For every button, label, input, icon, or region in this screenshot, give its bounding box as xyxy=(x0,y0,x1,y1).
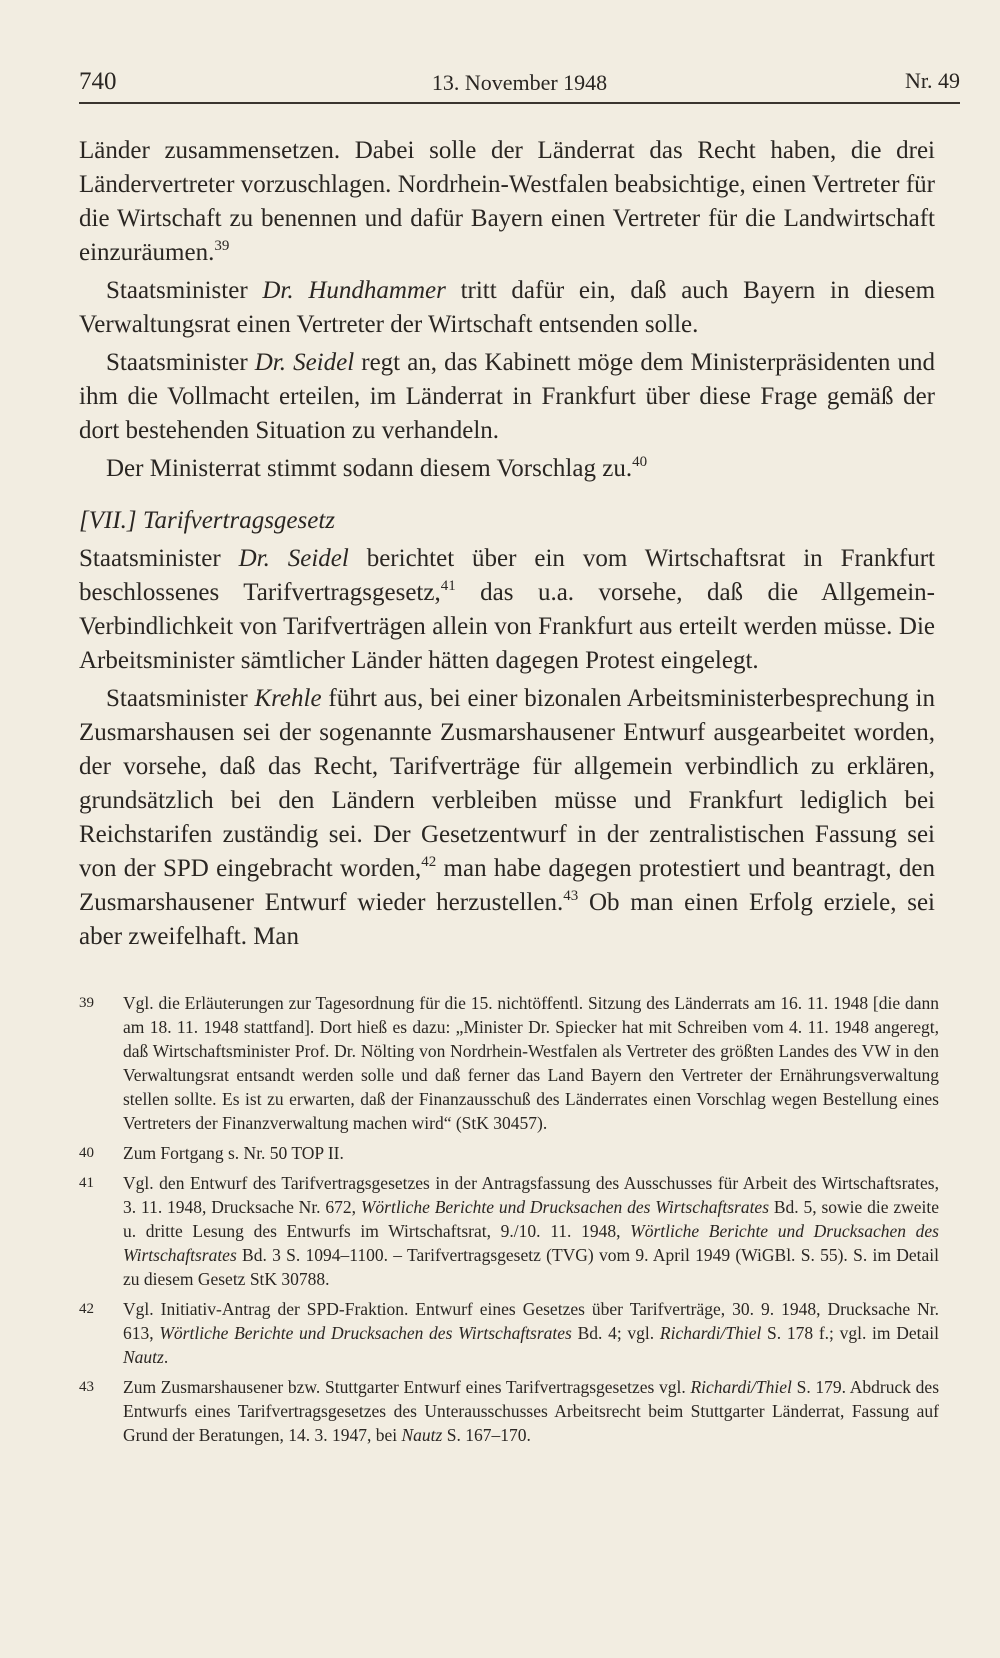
running-header xyxy=(79,62,960,98)
footnote-number: 41 xyxy=(79,1175,94,1191)
footnote-ref[interactable]: 41 xyxy=(440,578,456,594)
document-number: Nr. 49 xyxy=(905,68,960,93)
footnotes xyxy=(79,991,939,1453)
footnote: 42 Vgl. Initiativ-Antrag der SPD-Fraktion. Entwurf eines Gesetzes über Tarifverträge, 30. 9. 1948, Drucksache Nr. 613, Wörtliche Berichte und Drucksachen des Wirtschaftsrates Bd. 4; vgl. Richardi/Thiel S. 178 f.; vgl. im Detail Nautz. xyxy=(79,1299,940,1367)
paragraph: Staatsminister Dr. Seidel berichtet über ein vom Wirtschaftsrat in Frankfurt beschlossenes Tarifvertragsgesetz,$^{41}$ das u.a. vorsehe, daß die Allgemein-Verbindlichkeit von Tarifverträgen allein von Frankfurt aus erteilt werden müsse. Die Arbeitsminister sämtlicher Länder hätten dagegen Protest eingelegt. xyxy=(79,545,935,674)
paragraph: Der Ministerrat stimmt sodann diesem Vorschlag zu.$^{40}$ xyxy=(106,454,648,482)
footnote-ref[interactable]: 39 xyxy=(214,238,230,254)
footnote: 39 Vgl. die Erläuterungen zur Tagesordnung für die 15. nichtöffentl. Sitzung des Länderrats am 16. 11. 1948 [die dann am 18. 11. 1948 stattfand]. Dort hieß es dazu: „Minister Dr. Spiecker hat mit Schreiben vom 4. 11. 1948 angeregt, daß Wirtschaftsminister Prof. Dr. Nölting von Nordrhein-Westfalen als Vertreter des größten Landes des VW in den Verwaltungsrat entsandt werden solle und daß ferner das Land Bayern den Vertreter der Ernährungsverwaltung stellen sollte. Es ist zu erwarten, daß der Finanzausschuß des Länderrates einen Vorschlag wegen Bestellung eines Vertreters der Finanzverwaltung machen wird“ (StK 30457). xyxy=(79,993,939,1133)
speaker-name: Dr. Seidel xyxy=(254,349,355,376)
footnote-ref[interactable]: 43 xyxy=(563,888,579,904)
header-date: 13. November 1948 xyxy=(431,70,608,95)
page-number: 740 xyxy=(79,68,117,95)
footnote-ref[interactable]: 40 xyxy=(632,454,648,470)
footnote-ref[interactable]: 42 xyxy=(421,854,437,870)
footnote-number: 39 xyxy=(79,995,94,1011)
footnote: 43 Zum Zusmarshausener bzw. Stuttgarter Entwurf eines Tarifvertragsgesetzes vgl. Richardi/Thiel S. 179. Abdruck des Entwurfs eines Tarifvertragsgesetzes des Unterausschusses Arbeitsrecht beim Stuttgarter Länderrat, Fassung auf Grund der Beratungen, 14. 3. 1947, bei Nautz S. 167–170. xyxy=(79,1377,940,1445)
speaker-name: Dr. Hundhammer xyxy=(262,277,446,304)
footnote-number: 43 xyxy=(79,1379,94,1395)
header-rule xyxy=(79,102,960,104)
body-text xyxy=(79,134,935,958)
speaker-name: Krehle xyxy=(254,685,322,712)
paragraph: Staatsminister Dr. Hundhammer tritt dafür ein, daß auch Bayern in diesem Verwaltungsrat einen Vertreter der Wirtschaft entsenden solle. xyxy=(79,277,936,338)
footnote-number: 42 xyxy=(79,1301,94,1317)
paragraph: Länder zusammensetzen. Dabei solle der Länderrat das Recht haben, die drei Ländervertreter vorzuschlagen. Nordrhein-Westfalen beabsichtige, einen Vertreter für die Wirtschaft zu benennen und dafür Bayern einen Vertreter für die Landwirtschaft einzuräumen.$^{39}$ xyxy=(79,137,935,266)
section-heading: [VII.] Tarifvertragsgesetz xyxy=(79,507,336,534)
paragraph: Staatsminister Krehle führt aus, bei einer bizonalen Arbeitsministerbesprechung in Zusmarshausen sei der sogenannte Zusmarshausener Entwurf ausgearbeitet worden, der vorsehe, daß das Recht, Tarifverträge für allgemein verbindlich zu erklären, grundsätzlich bei den Ländern verbleiben müsse und Frankfurt lediglich bei Reichstarifen zuständig sei. Der Gesetzentwurf in der zentralistischen Fassung sei von der SPD eingebracht worden,$^{42}$ man habe dagegen protestiert und beantragt, den Zusmarshausener Entwurf wieder herzustellen.$^{43}$ Ob man einen Erfolg erziele, sei aber zweifelhaft. Man xyxy=(79,685,936,950)
speaker-name: Dr. Seidel xyxy=(238,545,349,572)
paragraph: Staatsminister Dr. Seidel regt an, das Kabinett möge dem Ministerpräsidenten und ihm die Vollmacht erteilen, im Länderrat in Frankfurt über diese Frage gemäß der dort bestehenden Situation zu verhandeln. xyxy=(79,349,935,444)
footnote: 40 Zum Fortgang s. Nr. 50 TOP II. xyxy=(79,1143,344,1163)
footnote: 41 Vgl. den Entwurf des Tarifvertragsgesetzes in der Antragsfassung des Ausschusses für Arbeit des Wirtschaftsrates, 3. 11. 1948, Drucksache Nr. 672, Wörtliche Berichte und Drucksachen des Wirtschaftsrates Bd. 5, sowie die zweite u. dritte Lesung des Entwurfs im Wirtschaftsrat, 9./10. 11. 1948, Wörtliche Berichte und Drucksachen des Wirtschaftsrates Bd. 3 S. 1094–1100. – Tarifvertragsgesetz (TVG) vom 9. April 1949 (WiGBl. S. 55). S. im Detail zu diesem Gesetz StK 30788. xyxy=(79,1173,940,1289)
footnote-number: 40 xyxy=(79,1145,94,1161)
